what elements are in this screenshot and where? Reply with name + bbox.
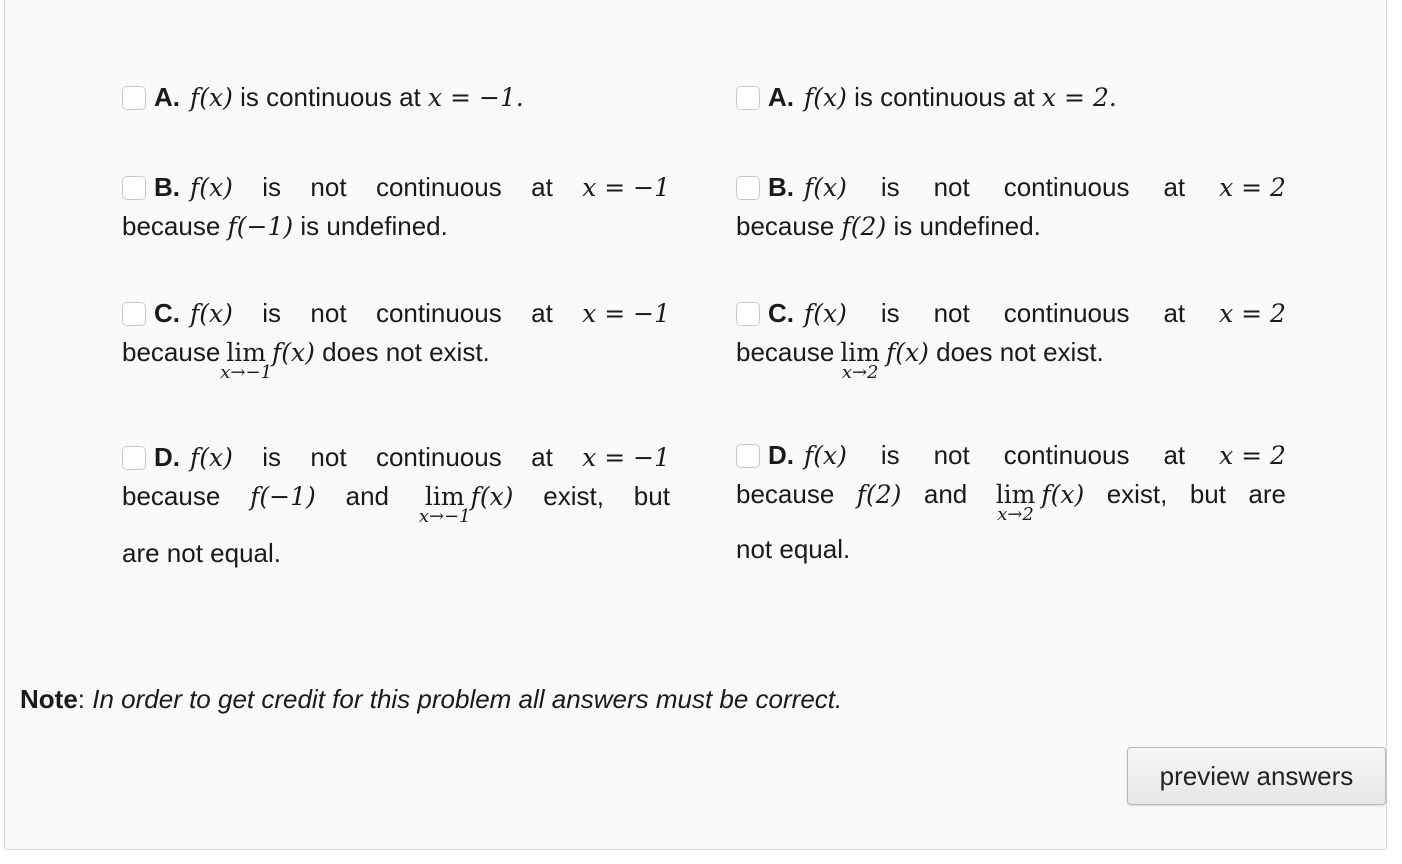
checkbox-right-d[interactable] [736,444,760,468]
word: is [880,298,900,328]
math-fx: f(x) [272,338,315,367]
word: is [262,172,282,202]
math-point: x = −1. [428,83,524,112]
checkbox-right-a[interactable] [736,86,760,110]
preview-answers-button[interactable]: preview answers [1127,747,1386,805]
word: not [310,442,347,472]
word: continuous [375,442,502,472]
word: is [880,440,900,470]
word: not [933,298,970,328]
because-text: because [122,337,221,367]
word: continuous [375,298,502,328]
word: at [1163,172,1186,202]
word: not [933,440,970,470]
math-fx: f(x) [886,338,929,367]
option-letter: C. [154,298,180,328]
right-option-d[interactable] [736,436,1286,568]
right-option-c[interactable] [736,294,1286,383]
math-limit: lim x→2 [840,338,881,383]
math-fx: f(x) [470,482,514,511]
option-text: does not exist. [322,337,490,367]
word: but [1189,479,1226,509]
math-fx: f(x) [190,173,233,202]
math-fval: f(2) [841,212,887,241]
math-fx: f(x) [804,441,847,470]
math-point: x = −1 [582,299,670,328]
because-text: because [122,211,221,241]
word: but [633,481,670,511]
word: exist, [1106,479,1168,509]
option-letter: A. [768,82,794,112]
math-limit: lim x→2 [995,480,1036,525]
math-limit: lim x→−1 [220,338,273,383]
checkbox-left-c[interactable] [122,302,146,326]
credit-note [20,680,842,718]
left-option-b[interactable] [122,168,670,246]
because-text: because [736,211,835,241]
math-fx: f(x) [190,443,233,472]
because-text: because [736,479,835,509]
note-colon: : [77,684,86,714]
right-option-b[interactable] [736,168,1286,246]
option-letter: C. [768,298,794,328]
word: continuous [1003,298,1130,328]
math-fx: f(x) [190,83,233,112]
word: are [1248,479,1286,509]
math-fx: f(x) [804,83,847,112]
option-text: is undefined. [300,211,448,241]
option-letter: D. [154,442,180,472]
math-fval: f(−1) [250,482,316,511]
option-text: not equal. [736,534,851,564]
option-text: is continuous at [854,82,1035,112]
word: is [880,172,900,202]
math-point: x = 2. [1042,83,1117,112]
math-fval: f(2) [856,480,902,509]
word: not [933,172,970,202]
word: is [262,442,282,472]
option-letter: A. [154,82,180,112]
option-letter: B. [768,172,794,202]
note-text: In order to get credit for this problem all answers must be correct. [92,684,843,714]
checkbox-right-c[interactable] [736,302,760,326]
math-point: x = −1 [582,173,670,202]
math-point: x = 2 [1219,173,1286,202]
word: not [310,172,347,202]
math-fx: f(x) [190,299,233,328]
math-limit: lim x→−1 [418,482,471,527]
math-point: x = −1 [582,443,670,472]
checkbox-left-a[interactable] [122,86,146,110]
option-letter: B. [154,172,180,202]
option-text: does not exist. [936,337,1104,367]
option-text: is undefined. [893,211,1041,241]
math-fval: f(−1) [227,212,294,241]
word: continuous [375,172,502,202]
math-point: x = 2 [1219,299,1286,328]
left-option-a[interactable] [122,78,670,117]
left-option-c[interactable] [122,294,670,383]
word: continuous [1003,172,1130,202]
option-letter: D. [768,440,794,470]
checkbox-left-d[interactable] [122,446,146,470]
left-option-d[interactable] [122,438,670,572]
because-text: because [736,337,835,367]
option-text: is continuous at [240,82,421,112]
word: at [1163,440,1186,470]
checkbox-right-b[interactable] [736,176,760,200]
option-text: are not equal. [122,538,282,568]
word: is [262,298,282,328]
math-fx: f(x) [804,299,847,328]
math-point: x = 2 [1219,441,1286,470]
checkbox-left-b[interactable] [122,176,146,200]
word: at [531,442,553,472]
word: continuous [1003,440,1130,470]
word: and [923,479,968,509]
word: at [531,298,553,328]
word: at [1163,298,1186,328]
problem-panel [4,0,1387,850]
right-option-a[interactable] [736,78,1286,117]
word: exist, [543,481,604,511]
word: and [345,481,390,511]
math-fx: f(x) [804,173,847,202]
note-label: Note [20,684,78,714]
math-fx: f(x) [1041,480,1085,509]
word: not [310,298,347,328]
because-text: because [122,481,221,511]
word: at [531,172,553,202]
